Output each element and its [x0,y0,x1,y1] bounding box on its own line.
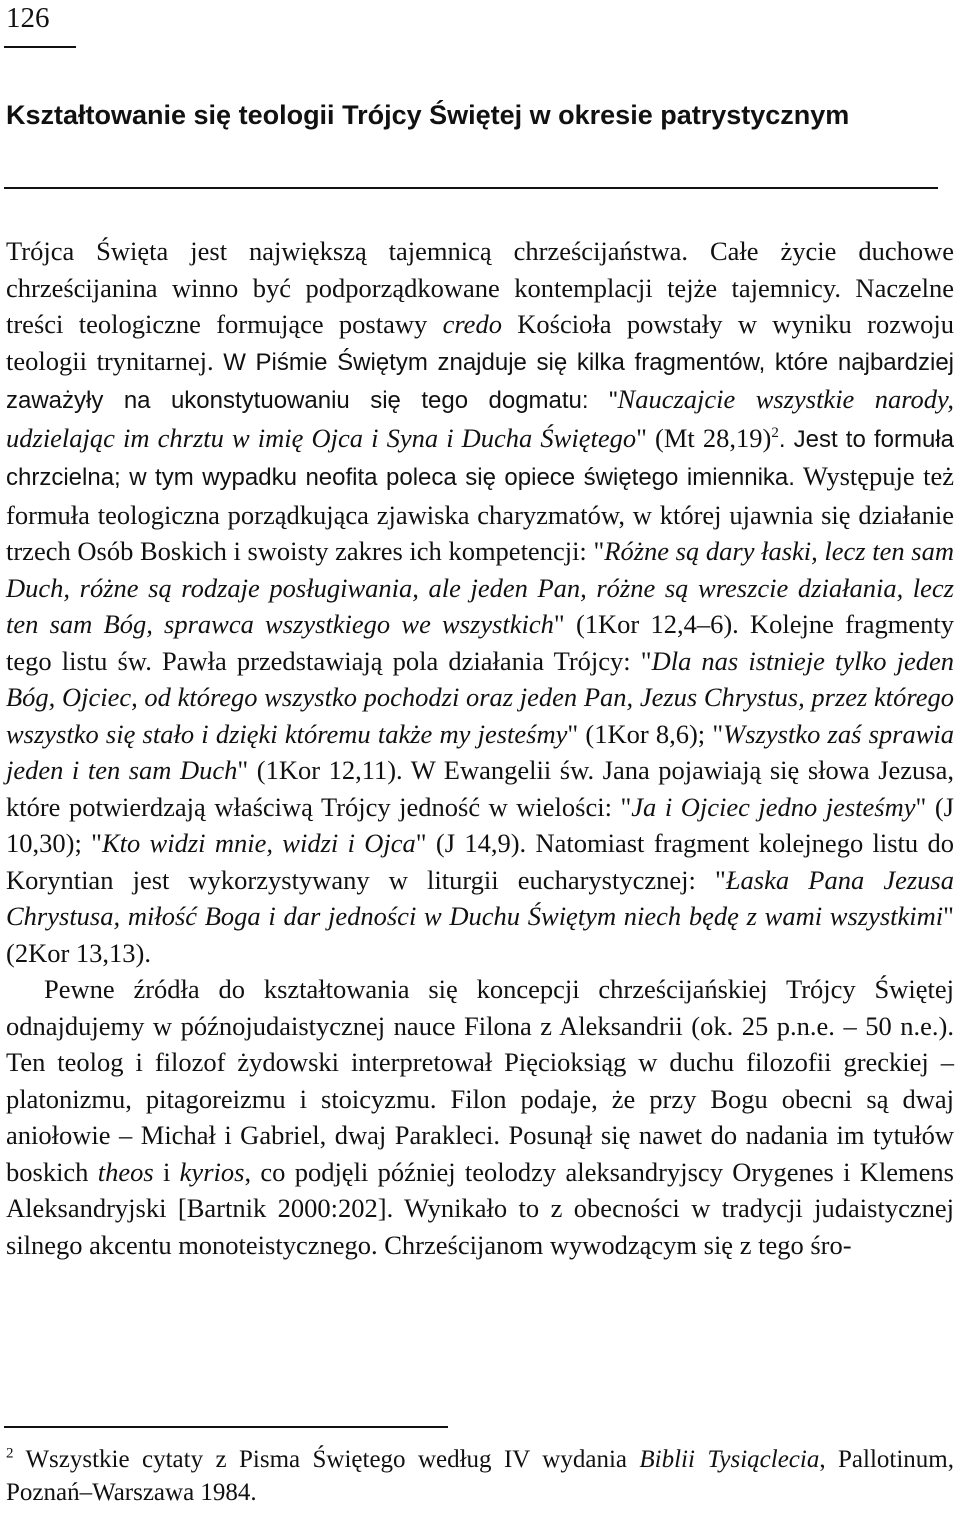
quote-john-10-30: Ja i Ojciec jedno jesteśmy [631,791,916,822]
chapter-title: Kształtowanie się teologii Trójcy Świętej w okresie patrystycznym [6,100,850,130]
quote-john-14-9: Kto widzi mnie, widzi i Ojca [101,828,416,858]
quote-1kor-12-11: Wszystko zaś sprawia jeden i ten sam Duch [6,718,954,785]
paragraph-2: Pewne źródła do kształtowania się koncepcji chrześcijańskiej Trójcy Świętej odnajdujemy w późnojudaistycznej nauce Filona z Aleksandrii (ok. 25 p.n.e. – 50 n.e.). Ten teolog i filozof żydowski interpretował Pięcioksiąg w duchu filozofii greckiej – platonizmu, pitagoreizmu i stoicyzmu. Filon podaje, że przy Bogu obecni są dwaj aniołowie – Michał i Gabriel, dwaj Parakleci. Posunął się nawet do nadania im tytułów boskich theos i kyrios, co podjęli później teolodzy aleksandryjscy Orygenes i Klemens Aleksandryjski [Bartnik 2000:202]. Wynikało to z obecności w tradycji judaistycznej silnego akcentu monoteistycznego. Chrześcijanom wywodzącym się z tego śro- [6,974,954,1260]
sans-serif-passage: W Piśmie Świętym znajduje się kilka fragmentów, które najbardziej zaważyły na ukonstytuowaniu się tego dogmatu: " [6,348,954,414]
term-theos: theos [97,1156,154,1187]
page-number-rule [4,46,76,48]
footnote-rule [4,1426,448,1428]
quote-matthew: Nauczajcie wszystkie narody, udzielając im chrztu w imię Ojca i Syna i Ducha Świętego [6,384,954,453]
quote-1kor-12-4: Różne są dary łaski, lecz ten sam Duch, różne są rodzaje posługiwania, ale jeden Pan, różne są wreszcie działania, lecz ten sam Bóg, sprawca wszystkiego we wszystkich [6,536,954,639]
title-rule [4,187,938,189]
footnote-reference: 2 [771,424,779,441]
body-text [6,233,954,1263]
quote-1kor-8-6: Dla nas istnieje tylko jeden Bóg, Ojciec, od którego wszystko pochodzi oraz jeden Pan, Jezus Chrystus, przez którego wszystko się stało i dzięki któremu także my jesteśmy [6,645,954,749]
page-number: 126 [6,2,50,34]
quote-2kor-13-13: Łaska Pana Jezusa Chrystusa, miłość Boga i dar jedności w Duchu Świętym niech będę z wami wszystkimi [6,864,954,931]
paragraph-1: Trójca Święta jest największą tajemnicą chrześcijaństwa. Całe życie duchowe chrześcijanina winno być podporządkowane kontemplacji tejże tajemnicy. Naczelne treści teologiczne formujące postawy credo Kościoła powstały w wyniku rozwoju teologii trynitarnej. W Piśmie Świętym znajduje się kilka fragmentów, które najbardziej zaważyły na ukonstytuowaniu się tego dogmatu: "Nauczajcie wszystkie narody, udzielając im chrztu w imię Ojca i Syna i Ducha Świętego" (Mt 28,19)$^2$. Jest to formuła chrzcielna; w tym wypadku neofita poleca się opiece świętego imiennika. Występuje też formuła teologiczna porządkująca zjawiska charyzmatów, w której ujawnia się działanie trzech Osób Boskich i swoisty zakres ich kompetencji: "Różne są dary łaski, lecz ten sam Duch, różne są rodzaje posługiwania, ale jeden Pan, różne są wreszcie działania, lecz ten sam Bóg, sprawca wszystkiego we wszystkich" (1Kor 12,4–6). Kolejne fragmenty tego listu św. Pawła przedstawiają pola działania Trójcy: "Dla nas istnieje tylko jeden Bóg, Ojciec, od którego wszystko pochodzi oraz jeden Pan, Jezus Chrystus, przez którego wszystko się stało i dzięki któremu także my jesteśmy" (1Kor 8,6); "Wszystko zaś sprawia jeden i ten sam Duch" (1Kor 12,11). W Ewangelii św. Jana pojawiają się słowa Jezusa, które potwierdzają właściwą Trójcy jedność w wielości: "Ja i Ojciec jedno jesteśmy" (J 10,30); "Kto widzi mnie, widzi i Ojca" (J 14,9). Natomiast fragment kolejnego listu do Koryntian jest wykorzystywany w liturgii eucharystycznej: "Łaska Pana Jezusa Chrystusa, miłość Boga i dar jedności w Duchu Świętym niech będę z wami wszystkimi" (2Kor 13,13). [6,236,955,968]
term-kyrios: kyrios [179,1156,245,1187]
footnote-mark: 2 [6,1445,14,1462]
book-title: Biblii Tysiąclecia [639,1446,820,1473]
footnote: $^2$ Wszystkie cytaty z Pisma Świętego według IV wydania Biblii Tysiąclecia, Pallotinum, Poznań–Warszawa 1984. [6,1445,954,1506]
sans-serif-passage-2: . Jest to formuła chrzcielna; w tym wypadku neofita poleca się opiece świętego imiennika. [6,425,954,491]
emphasis-credo: credo [442,309,502,339]
